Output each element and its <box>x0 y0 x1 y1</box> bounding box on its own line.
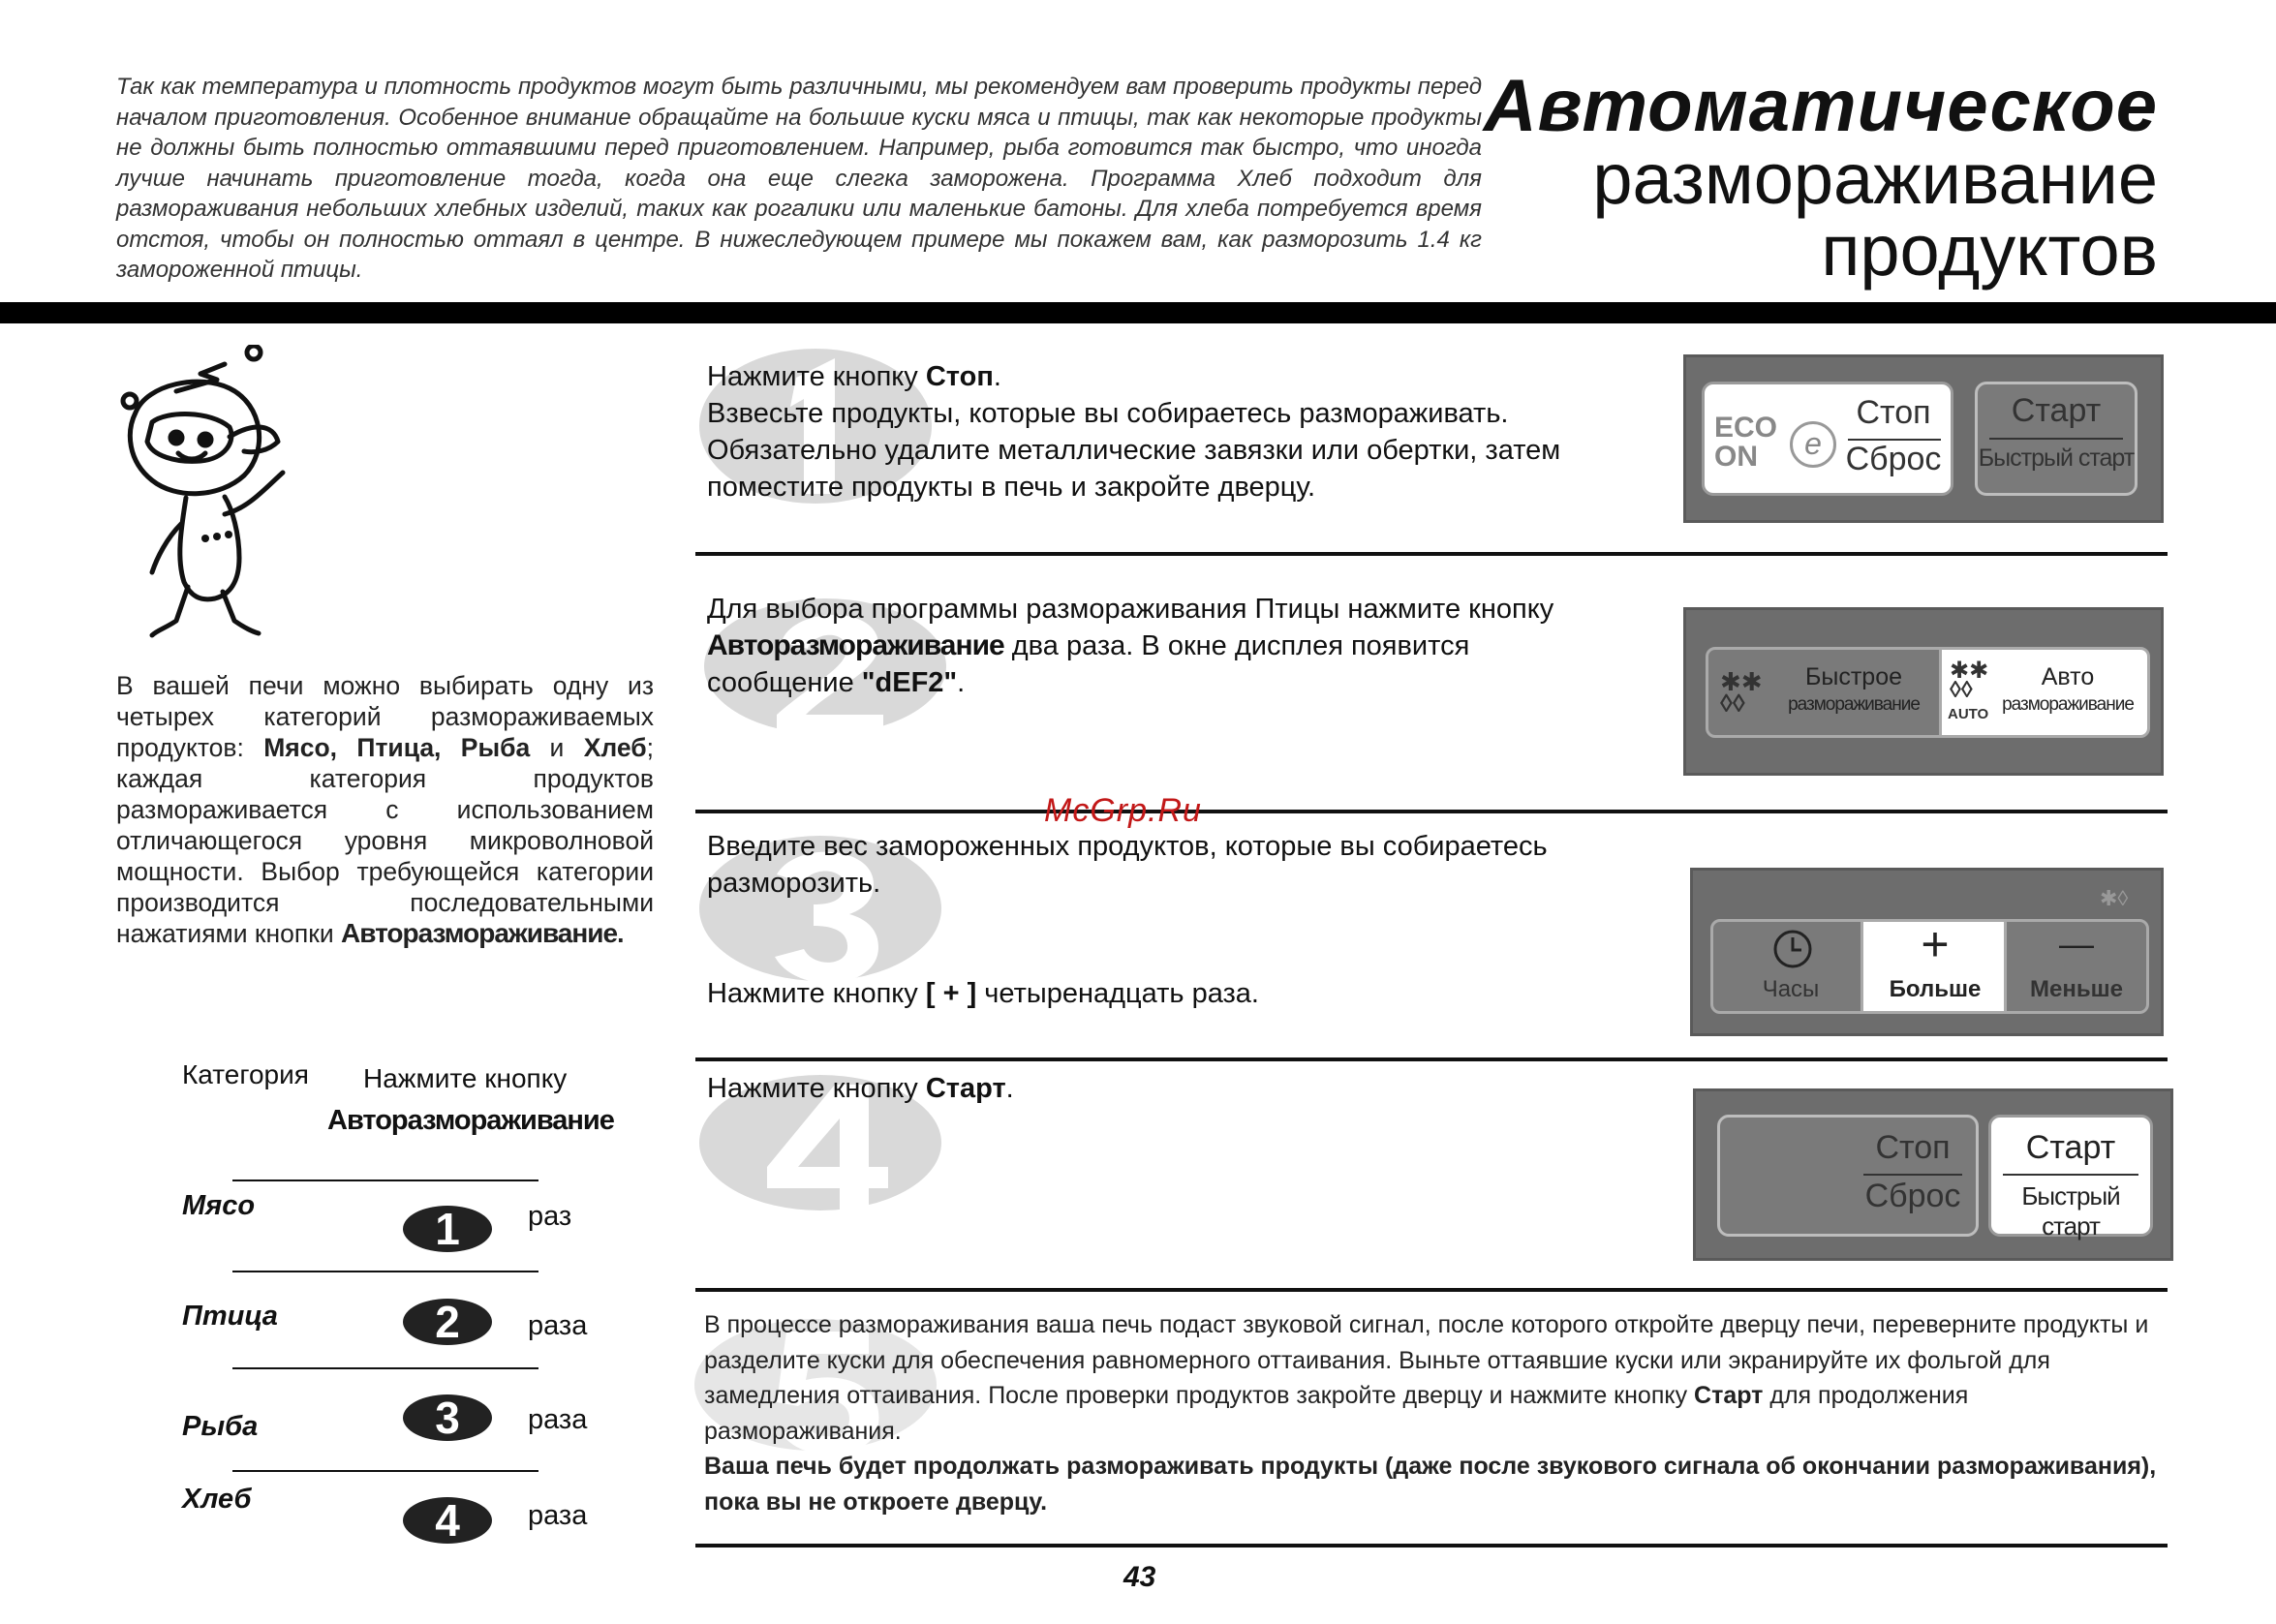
control-panel-start <box>1693 1088 2173 1261</box>
badge-number: 2 <box>435 1297 460 1347</box>
page-number: 43 <box>1123 1561 1156 1593</box>
number-badge-4 <box>401 1495 494 1546</box>
step-divider <box>695 552 2168 556</box>
stop-reset-button[interactable] <box>1717 1115 1979 1237</box>
auto-defrost-label-2: размораживание <box>2002 694 2134 715</box>
table-row-name: Птица <box>182 1301 278 1332</box>
stop-label: Стоп <box>1856 394 1931 431</box>
auto-defrost-button[interactable] <box>1939 647 2150 738</box>
mascot-illustration <box>108 345 360 645</box>
step-divider <box>695 1057 2168 1061</box>
table-divider <box>232 1470 538 1472</box>
table-row-name: Рыба <box>182 1411 259 1442</box>
control-panel-weight <box>1690 868 2164 1036</box>
desc-categories-bold: Мясо, Птица, Рыба <box>263 733 531 762</box>
clock-icon <box>1771 928 1814 970</box>
table-row-name: Хлеб <box>182 1484 252 1515</box>
clock-label: Часы <box>1762 976 1820 1002</box>
table-row-count: раз <box>528 1201 572 1232</box>
table-row-name: Мясо <box>182 1190 256 1221</box>
title-line-2: размораживание <box>1592 138 2158 219</box>
desc-text-2: ; каждая категория продуктов размораживается с использованием отличающегося уровня микроволновой мощности. Выбор требующейся категории производится последовательными нажатиями кнопки <box>116 733 655 948</box>
header-divider-bar <box>0 302 2276 323</box>
less-label: Меньше <box>2030 976 2123 1002</box>
step-4-text: Нажмите кнопку Старт. <box>707 1073 1014 1104</box>
desc-and: и <box>530 733 584 762</box>
table-header-press: Нажмите кнопку <box>363 1063 568 1093</box>
step-1-line-3: Обязательно удалите металлические завязки или обертки, затем <box>707 435 1561 466</box>
eco-leaf-icon: e <box>1790 421 1836 468</box>
start-button[interactable] <box>1988 1115 2153 1241</box>
watermark: McGrp.Ru <box>1044 792 1202 829</box>
control-panel-stop <box>1683 354 2164 523</box>
title-line-3: продуктов <box>1821 210 2158 291</box>
table-header-button: Авторазмораживание <box>327 1105 614 1136</box>
title-line-1: Автоматическое <box>1483 65 2158 147</box>
fast-defrost-label-2: размораживание <box>1788 694 1920 715</box>
start-label: Старт <box>2025 1129 2116 1166</box>
table-divider <box>232 1180 538 1181</box>
fast-defrost-button[interactable] <box>1706 647 1944 738</box>
step-2-line-1: Для выбора программы размораживания Птицы нажмите кнопку <box>707 594 1554 625</box>
step-5-bold-note: Ваша печь будет продолжать размораживать продукты (даже после звукового сигнала об окончании размораживания), пока вы не откроете дверцу. <box>704 1453 2157 1516</box>
more-label: Больше <box>1889 976 1982 1002</box>
auto-tag: AUTO <box>1948 706 1989 722</box>
defrost-mini-icon: ✱◊ <box>2100 886 2129 910</box>
intro-paragraph: Так как температура и плотность продуктов могут быть различными, мы рекомендуем вам проверить продукты перед началом приготовления. Особенное внимание обращайте на большие куски мяса и птицы, так как некоторые продукты не должны быть полностью оттаявшими перед приготовлением. Например, рыба готовится так быстро, что иногда лучше начинать приготовление тогда, когда она еще слегка заморожена. Программа Хлеб подходит для размораживания небольших хлебных изделий, таких как рогалики или маленькие батоны. Для хлеба потребуется время отстоя, чтобы он полностью оттаял в центре. В нижеследующем примере мы покажем вам, как разморозить 1.4 кг замороженной птицы. <box>116 74 1482 283</box>
step-1-text <box>707 358 1560 506</box>
step-3-line-2: разморозить. <box>707 868 881 899</box>
table-header-category: Категория <box>182 1059 309 1089</box>
number-badge-1 <box>401 1204 494 1254</box>
badge-number: 1 <box>435 1204 460 1254</box>
step-divider <box>695 1544 2168 1547</box>
page-title <box>1483 65 2158 291</box>
label-divider <box>1989 438 2123 440</box>
auto-defrost-label-1: Авто <box>2041 663 2095 690</box>
snowflake-drop-icon: ✱✱ ◊◊ <box>1950 658 1989 703</box>
step-2-line-2: Авторазмораживание два раза. В окне дисплея появится <box>707 629 1470 661</box>
step-3-text <box>707 828 1548 902</box>
step-divider <box>695 1288 2168 1292</box>
step-3-line-1: Введите вес замороженных продуктов, которые вы собираетесь <box>707 831 1548 862</box>
reset-label: Сброс <box>1845 441 1942 477</box>
quick-start-label: Быстрый старт <box>1978 444 2135 472</box>
badge-number: 4 <box>435 1495 460 1546</box>
fast-defrost-label-1: Быстрое <box>1804 663 1903 690</box>
desc-bread-bold: Хлеб <box>583 733 647 762</box>
less-button[interactable] <box>2004 919 2149 1014</box>
step-1-line-4: поместите продукты в печь и закройте дверцу. <box>707 472 1316 503</box>
desc-text: В вашей печи можно выбирать одну из четырех категорий размораживаемых продуктов: <box>116 671 654 762</box>
start-label: Старт <box>2011 392 2102 429</box>
quick-start-label: Быстрый старт <box>2021 1181 2120 1241</box>
step-3-press: Нажмите кнопку [ + ] четыренадцать раза. <box>707 978 1259 1009</box>
eco-on-label: ECO ON <box>1714 412 1778 473</box>
more-button[interactable] <box>1861 919 2010 1014</box>
number-badge-3 <box>401 1393 494 1443</box>
desc-button-name: Авторазмораживание <box>341 918 618 948</box>
clock-button[interactable] <box>1710 919 1871 1014</box>
table-row-count: раза <box>528 1404 588 1435</box>
step-1-line-1: Нажмите кнопку Стоп. <box>707 361 1001 392</box>
categories-description <box>116 670 654 949</box>
table-divider <box>232 1271 538 1272</box>
table-row-count: раза <box>528 1500 588 1531</box>
table-row-count: раза <box>528 1310 588 1341</box>
plus-icon: + <box>1921 917 1950 971</box>
stop-reset-button[interactable] <box>1702 382 1953 496</box>
minus-icon: — <box>2059 924 2094 964</box>
table-divider <box>232 1367 538 1369</box>
control-panel-defrost <box>1683 607 2164 776</box>
badge-number: 3 <box>435 1393 460 1443</box>
reset-label: Сброс <box>1864 1178 1961 1214</box>
label-divider <box>1863 1174 1962 1176</box>
number-badge-2 <box>401 1297 494 1347</box>
desc-end: . <box>617 919 625 948</box>
label-divider <box>2003 1174 2138 1176</box>
step-2-text <box>707 591 1553 701</box>
step-2-line-3: сообщение "dEF2". <box>707 667 966 698</box>
snowflake-drop-icon: ✱✱ ◊◊ <box>1720 667 1763 718</box>
step-5-text: В процессе размораживания ваша печь подаст звуковой сигнал, после которого откройте дверцу печи, переверните продукты и разделите куски для обеспечения равномерного оттаивания. Выньте оттаявшие куски или экранируйте их фольгой для замедления оттаивания. После проверки продуктов закройте дверцу и нажмите кнопку Старт для продолжения размораживания. Ваша печь будет продолжать размораживать продукты (даже после звукового сигнала об окончании размораживания), пока вы не откроете дверцу. <box>704 1311 2157 1516</box>
step-divider <box>695 810 2168 813</box>
start-button[interactable] <box>1975 382 2138 496</box>
step-1-line-2: Взвесьте продукты, которые вы собираетесь размораживать. <box>707 398 1509 429</box>
stop-label: Стоп <box>1875 1129 1951 1166</box>
